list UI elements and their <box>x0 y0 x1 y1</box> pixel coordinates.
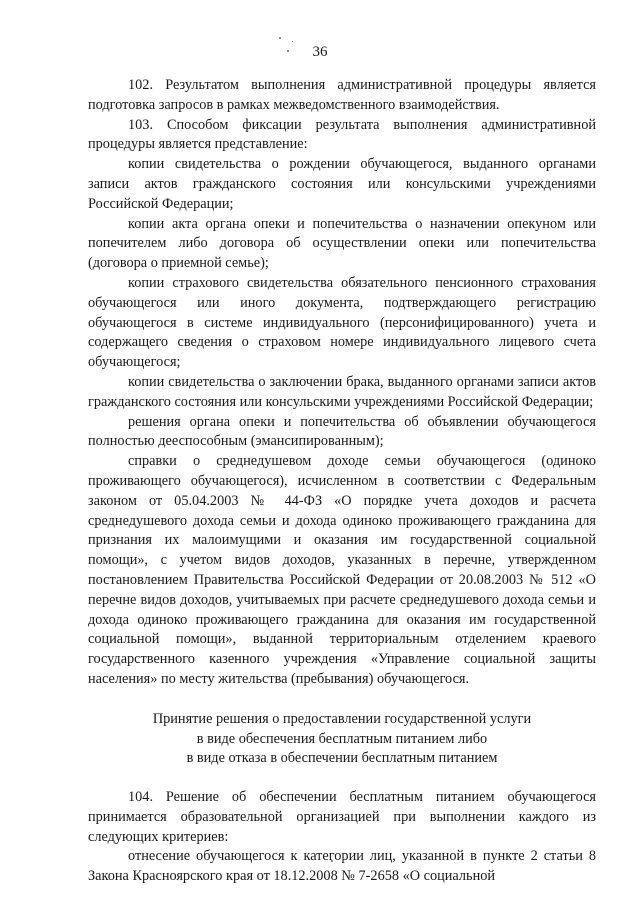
paragraph-102: 102. Результатом выполнения административной процедуры является подготовка запросов в рамках межведомственного взаимодействия. <box>88 77 596 113</box>
list-item-emancipation-decision: решения органа опеки и попечительства об объявлении обучающегося полностью дееспособным (эмансипированным); <box>88 413 596 450</box>
list-item-birth-certificate: копии свидетельства о рождении обучающегося, выданного органами записи актов гражданского состояния или консульскими учреждениями Российской Федерации; <box>88 156 596 212</box>
document-body <box>88 76 596 887</box>
section-heading <box>88 710 596 769</box>
scan-speck <box>279 37 281 39</box>
list-item-pension-insurance: копии страхового свидетельства обязательного пенсионного страхования обучающегося или иного документа, подтверждающего регистрацию обучающегося в системе индивидуального (персонифицированного) учета и содержащего сведения о страховом номере индивидуального лицевого счета обучающегося; <box>88 274 596 371</box>
section-heading-line: в виде обеспечения бесплатным питанием либо <box>196 730 488 747</box>
section-heading-line: в виде отказа в обеспечении бесплатным питанием <box>186 750 498 767</box>
page-number: 36 <box>312 44 328 60</box>
list-item-guardianship-act: копии акта органа опеки и попечительства о назначении опекуном или попечителем либо договора об осуществлении опеки или попечительства (договора о приемной семье); <box>88 215 596 272</box>
scan-speck <box>292 41 293 42</box>
list-item-income-certificate: справки о среднедушевом доходе семьи обучающегося (одиноко проживающего обучающегося), исчисленном в соответствии с Федеральным законом от 05.04.2003 № 44-ФЗ «О порядке учета доходов и расчета среднедушевого дохода семьи и дохода одиноко проживающего гражданина для признания их малоимущими и оказания им государственной социальной помощи», с учетом видов доходов, указанных в перечне, утвержденном постановлением Правительства Российской Федерации от 20.08.2003 № 512 «О перечне видов доходов, учитываемых при расчете среднедушевого дохода семьи и дохода одиноко проживающего гражданина для оказания им государственной социальной помощи», выданной территориальным отделением краевого государственного казенного учреждения «Управление социальной защиты населения» по месту жительства (пребывания) обучающегося. <box>88 453 596 687</box>
list-item-marriage-certificate: копии свидетельства о заключении брака, выданного органами записи актов гражданского состояния или консульскими учреждениями Российской Федерации; <box>88 373 596 410</box>
paragraph-104: 104. Решение об обеспечении бесплатным питанием обучающегося принимается образовательной организацией при выполнении каждого из следующих критериев: <box>88 789 596 845</box>
section-heading-line: Принятие решения о предоставлении государственной услуги <box>152 710 532 727</box>
list-item-category-criterion: отнесение обучающегося к категории лиц, указанной в пункте 2 статьи 8 Закона Красноярского края от 18.12.2008 № 7-2658 «О социальной <box>88 848 596 885</box>
paragraph-103: 103. Способом фиксации результата выполнения административной процедуры является представление: <box>88 116 596 153</box>
